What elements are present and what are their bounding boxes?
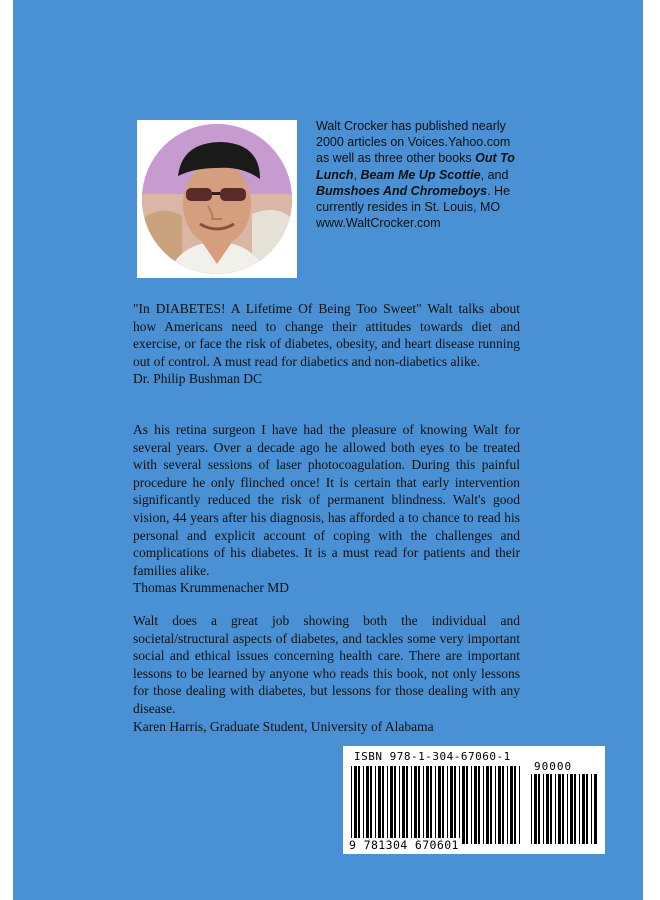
author-photo (142, 124, 292, 274)
barcode-bar-17 (418, 766, 420, 844)
barcode-bar-1 (354, 766, 357, 844)
barcode-bar-22 (438, 766, 441, 844)
barcode-bar-30 (471, 766, 472, 844)
barcode-bar-6 (375, 766, 376, 844)
barcode-bar-4 (366, 766, 369, 844)
barcode-bar-32 (478, 766, 480, 844)
testimonial-1 (133, 300, 520, 388)
addon-bar-8 (562, 774, 564, 844)
addon-bar-13 (582, 774, 585, 844)
testimonial-quote: "In DIABETES! A Lifetime Of Being Too Sweet" Walt talks about how Americans need to change their attitudes towards diet and exercise, or face the risk of diabetes, obesity, and heart disease running out of control. A must read for diabetics and non-diabetics alike. (133, 301, 520, 369)
testimonial-author: Karen Harris, Graduate Student, University of Alabama (133, 718, 434, 734)
ean-barcode-bars (351, 766, 523, 844)
barcode-bar-9 (387, 766, 388, 844)
barcode-bar-29 (466, 766, 468, 844)
testimonial-author: Dr. Philip Bushman DC (133, 371, 263, 387)
addon-bar-6 (555, 774, 556, 844)
barcode-bar-0 (351, 766, 352, 844)
addon-bar-11 (574, 774, 576, 844)
author-bio (316, 118, 521, 231)
addon-bar-7 (558, 774, 561, 844)
testimonial-quote: As his retina surgeon I have had the pleasure of knowing Walt for several years. Over a decade ago he allowed both eyes to be treated with several sessions of laser photocoagulation. During this painful procedure he only flinched once! It is certain that early intervention significantly reduced the risk of permanent blindness. Walt's good vision, 44 years after his diagnosis, has afforded a to chance to read his personal and explicit account of coping with the challenges and complications of his diabetes. It is a must read for patients and their families alike. (133, 422, 520, 578)
barcode-bar-16 (414, 766, 417, 844)
barcode-bar-31 (474, 766, 477, 844)
barcode-bar-34 (486, 766, 489, 844)
barcode-bar-26 (454, 766, 456, 844)
addon-bar-3 (543, 774, 544, 844)
barcode-bar-27 (459, 766, 460, 844)
page-margin (643, 0, 660, 900)
testimonial-author: Thomas Krummenacher MD (133, 580, 289, 596)
addon-bar-4 (546, 774, 549, 844)
addon-bar-1 (534, 774, 537, 844)
barcode-bar-12 (399, 766, 400, 844)
isbn-barcode (343, 746, 605, 854)
addon-bar-9 (567, 774, 568, 844)
barcode-bar-7 (378, 766, 381, 844)
barcode-bar-19 (426, 766, 429, 844)
addon-bar-2 (538, 774, 540, 844)
testimonial-2 (133, 421, 520, 597)
barcode-bar-20 (430, 766, 432, 844)
barcode-bar-35 (490, 766, 492, 844)
barcode-bar-33 (483, 766, 484, 844)
barcode-bar-42 (519, 766, 520, 844)
barcode-bar-11 (394, 766, 396, 844)
barcode-bar-5 (370, 766, 372, 844)
author-photo-frame (137, 120, 297, 278)
addon-bar-15 (591, 774, 592, 844)
barcode-bar-41 (514, 766, 516, 844)
barcode-bar-10 (390, 766, 393, 844)
bio-separator-1: , (353, 167, 361, 182)
isbn-label: ISBN 978-1-304-67060-1 (354, 750, 511, 763)
bio-text-2: . He currently resides in St. Louis, MO www.WaltCrocker.com (316, 183, 511, 231)
addon-bar-14 (586, 774, 588, 844)
addon-bar-5 (550, 774, 552, 844)
testimonial-3 (133, 612, 520, 735)
barcode-bar-21 (435, 766, 436, 844)
barcode-bar-2 (358, 766, 360, 844)
barcode-bar-28 (462, 766, 465, 844)
testimonial-quote: Walt does a great job showing both the individual and societal/structural aspects of diabetes, and tackles some very important social and ethical issues concerning health care. There are important lessons to be learned by anyone who reads this book, not only lessons for those dealing with diabetes, but lessons for those dealing with any disease. (133, 613, 520, 716)
author-portrait-illustration (142, 124, 292, 274)
barcode-bar-13 (402, 766, 405, 844)
barcode-bar-23 (442, 766, 444, 844)
barcode-bar-36 (495, 766, 496, 844)
addon-bar-12 (579, 774, 580, 844)
addon-barcode-bars (531, 774, 597, 844)
barcode-bar-15 (411, 766, 412, 844)
barcode-bar-18 (423, 766, 424, 844)
barcode-bar-8 (382, 766, 384, 844)
barcode-bar-39 (507, 766, 508, 844)
barcode-bar-14 (406, 766, 408, 844)
price-code: 90000 (534, 760, 573, 773)
barcode-bar-3 (363, 766, 364, 844)
ean-digits: 9 781304 670601 (349, 838, 459, 852)
bio-separator-2: , and (480, 167, 509, 182)
bio-text-1: Walt Crocker has published nearly 2000 articles on Voices.Yahoo.com as well as three other books (316, 119, 511, 166)
addon-bar-10 (570, 774, 573, 844)
book-title-beam-me-up-scottie: Beam Me Up Scottie (360, 167, 481, 182)
barcode-bar-40 (510, 766, 513, 844)
addon-bar-16 (594, 774, 597, 844)
barcode-bar-37 (498, 766, 501, 844)
addon-bar-0 (531, 774, 532, 844)
barcode-bar-24 (447, 766, 448, 844)
book-title-bumshoes-and-chromeboys: Bumshoes And Chromeboys (316, 183, 488, 198)
barcode-bar-25 (450, 766, 453, 844)
book-title-out-to-lunch: Out To Lunch (316, 151, 515, 182)
barcode-bar-38 (502, 766, 504, 844)
